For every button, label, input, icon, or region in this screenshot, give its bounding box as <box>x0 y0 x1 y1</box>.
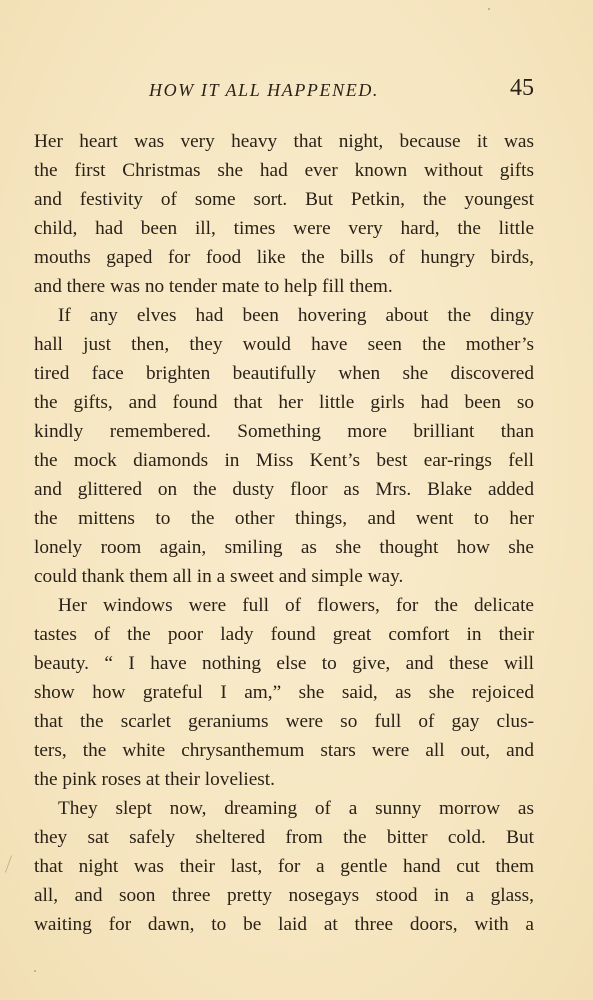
text-line: the mittens to the other things, and went to her <box>34 508 534 529</box>
text-line: If any elves had been hovering about the dingy <box>58 305 534 326</box>
running-title: HOW IT ALL HAPPENED. <box>149 80 380 100</box>
text-line: that night was their last, for a gentle hand cut them <box>34 856 534 877</box>
text-line: all, and soon three pretty nosegays stood in a glass, <box>34 885 534 906</box>
paper-speck <box>488 8 490 10</box>
text-line: the pink roses at their loveliest. <box>34 769 275 790</box>
text-line: the first Christmas she had ever known without gifts <box>34 160 534 181</box>
text-line: tastes of the poor lady found great comfort in their <box>34 624 534 645</box>
text-line: and there was no tender mate to help fill them. <box>34 276 393 297</box>
text-line: ters, the white chrysanthemum stars were all out, and <box>34 740 534 761</box>
text-line: could thank them all in a sweet and simple way. <box>34 566 404 587</box>
text-line: the mock diamonds in Miss Kent’s best ear-rings fell <box>34 450 534 471</box>
page-number: 45 <box>510 75 534 101</box>
text-line: tired face brighten beautifully when she discovered <box>34 363 534 384</box>
text-line: Her windows were full of flowers, for the delicate <box>58 595 534 616</box>
text-line: lonely room again, smiling as she thought how she <box>34 537 534 558</box>
running-head <box>34 76 534 104</box>
body-text <box>34 127 534 939</box>
text-line: and glittered on the dusty floor as Mrs. Blake added <box>34 479 534 500</box>
text-line: hall just then, they would have seen the mother’s <box>34 334 534 355</box>
text-line: Her heart was very heavy that night, because it was <box>34 131 534 152</box>
text-line: the gifts, and found that her little girls had been so <box>34 392 534 413</box>
margin-mark <box>5 855 12 872</box>
text-line: child, had been ill, times were very hard, the little <box>34 218 534 239</box>
text-line: show how grateful I am,” she said, as she rejoiced <box>34 682 534 703</box>
text-line: and festivity of some sort. But Petkin, the youngest <box>34 189 534 210</box>
text-line: mouths gaped for food like the bills of hungry birds, <box>34 247 534 268</box>
text-line: kindly remembered. Something more brilliant than <box>34 421 534 442</box>
text-line: beauty. “ I have nothing else to give, and these will <box>34 653 534 674</box>
text-line: waiting for dawn, to be laid at three doors, with a <box>34 914 534 935</box>
text-line: they sat safely sheltered from the bitter cold. But <box>34 827 534 848</box>
text-line: They slept now, dreaming of a sunny morrow as <box>58 798 534 819</box>
paper-speck <box>34 970 36 972</box>
text-line: that the scarlet geraniums were so full of gay clus- <box>34 711 534 732</box>
